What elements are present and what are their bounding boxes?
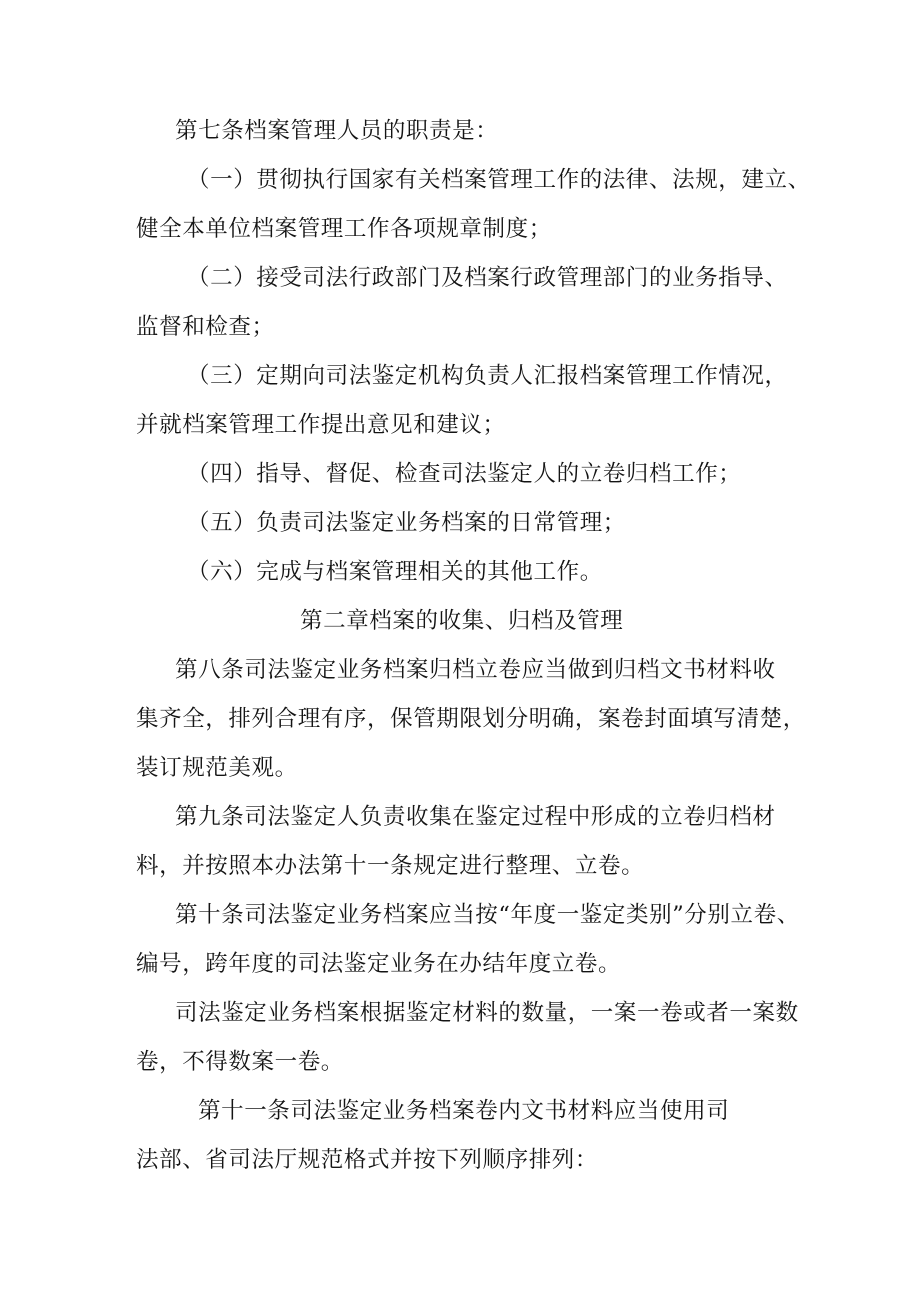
chapter-heading: 第二章档案的收集、归档及管理	[300, 608, 624, 634]
text-line: （五）负责司法鉴定业务档案的日常管理；	[187, 510, 626, 536]
text-line: 第九条司法鉴定人负责收集在鉴定过程中形成的立卷归档材	[175, 804, 776, 830]
text-line: 第十条司法鉴定业务档案应当按“年度一鉴定类别”分别立卷、	[175, 902, 800, 928]
text-line: 法部、省司法厅规范格式并按下列顺序排列：	[136, 1147, 599, 1173]
text-line: 卷，不得数案一卷。	[136, 1049, 344, 1075]
text-line: （一）贯彻执行国家有关档案管理工作的法律、法规，建立、	[187, 167, 811, 193]
text-line: 健全本单位档案管理工作各项规章制度；	[136, 216, 552, 242]
text-line: 第十一条司法鉴定业务档案卷内文书材料应当使用司	[198, 1098, 730, 1124]
text-line: （三）定期向司法鉴定机构负责人汇报档案管理工作情况，	[187, 363, 788, 389]
text-line: 第八条司法鉴定业务档案归档立卷应当做到归档文书材料收	[175, 657, 776, 683]
text-line: 监督和检查；	[136, 314, 275, 340]
text-line: （二）接受司法行政部门及档案行政管理部门的业务指导、	[187, 265, 788, 291]
text-line: （六）完成与档案管理相关的其他工作。	[187, 559, 603, 585]
text-line: 集齐全，排列合理有序，保管期限划分明确，案卷封面填写清楚，	[136, 706, 806, 732]
text-line: 并就档案管理工作提出意见和建议；	[136, 412, 506, 438]
text-line: 料，并按照本办法第十一条规定进行整理、立卷。	[136, 853, 645, 879]
text-line: 装订规范美观。	[136, 755, 298, 781]
text-line: 编号，跨年度的司法鉴定业务在办结年度立卷。	[136, 951, 622, 977]
text-line: （四）指导、督促、检查司法鉴定人的立卷归档工作；	[187, 461, 742, 487]
text-line: 司法鉴定业务档案根据鉴定材料的数量，一案一卷或者一案数	[175, 1000, 799, 1026]
text-line: 第七条档案管理人员的职责是：	[175, 118, 499, 144]
